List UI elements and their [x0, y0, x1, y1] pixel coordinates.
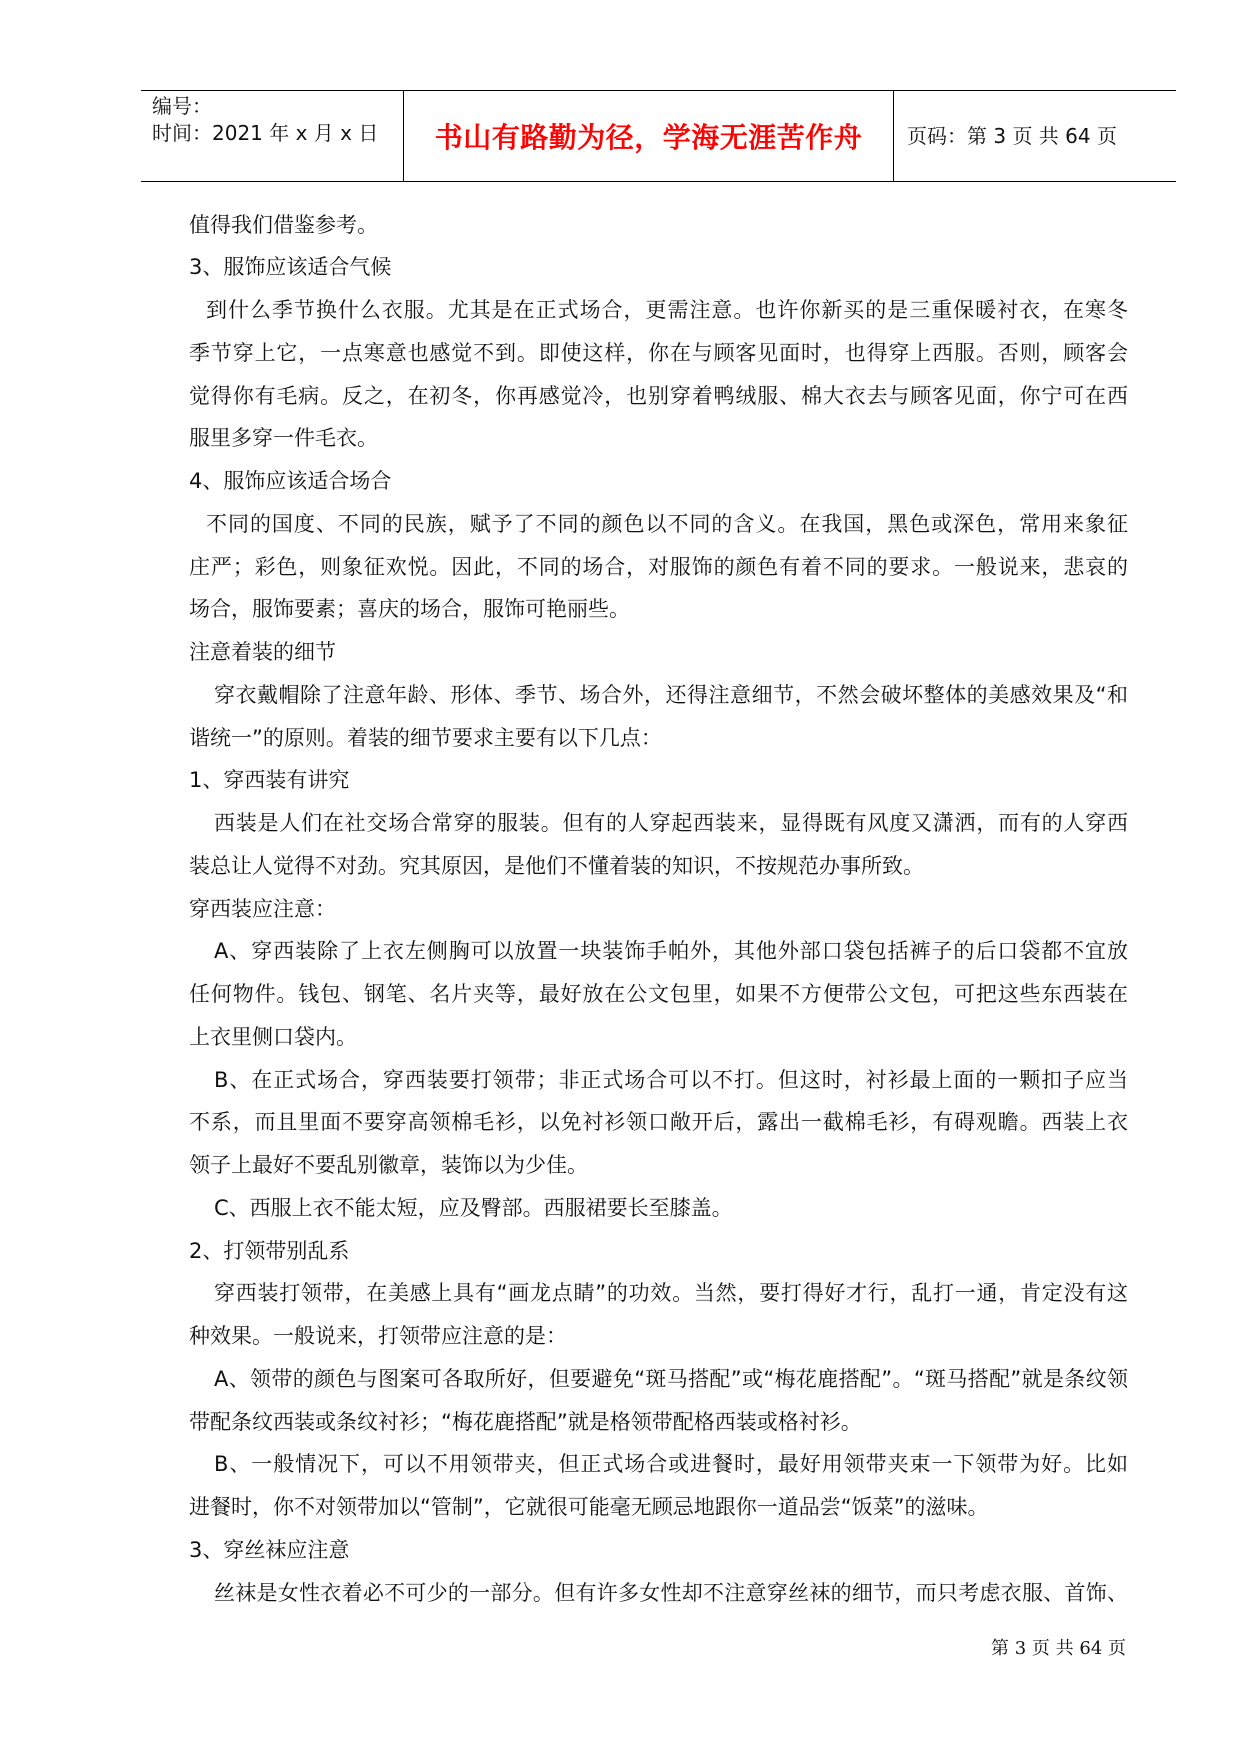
paragraph-line: 谐统一”的原则。着装的细节要求主要有以下几点：: [189, 725, 662, 750]
paragraph-line: 领子上最好不要乱别徽章，装饰以为少佳。: [189, 1153, 588, 1178]
page-header: [141, 90, 1176, 182]
document-body: [189, 204, 1128, 1615]
section-heading: 1、穿西装有讲究: [189, 768, 350, 793]
header-motto-cell: [403, 91, 894, 181]
paragraph-line: 庄严；彩色，则象征欢悦。因此，不同的场合，对服饰的颜色有着不同的要求。一般说来，悲哀的: [189, 554, 1128, 579]
paragraph: [189, 1443, 1128, 1529]
section-heading: 穿西装应注意：: [189, 896, 336, 921]
date-line: 时间：2021 年 x 月 x 日: [152, 121, 379, 145]
paragraph: [189, 1358, 1128, 1444]
paragraph-line: 场合，服饰要素；喜庆的场合，服饰可艳丽些。: [189, 597, 630, 622]
section-heading: 3、服饰应该适合气候: [189, 255, 392, 280]
paragraph: [189, 1187, 1128, 1230]
paragraph-line: 到什么季节换什么衣服。尤其是在正式场合，更需注意。也许你新买的是三重保暖衬衣，在寒冬: [206, 298, 1128, 323]
paragraph-line: 丝袜是女性衣着必不可少的一部分。但有许多女性却不注意穿丝袜的细节，而只考虑衣服、首饰、: [214, 1580, 1128, 1605]
section-heading: 2、打领带别乱系: [189, 1238, 350, 1263]
section-heading: 注意着装的细节: [189, 640, 336, 665]
paragraph: [189, 1272, 1128, 1358]
paragraph-line: A、领带的颜色与图案可各取所好，但要避免“斑马搭配”或“梅花鹿搭配”。“斑马搭配”就是条纹领: [214, 1366, 1128, 1391]
paragraph: [189, 289, 1128, 460]
paragraph-line: 不系，而且里面不要穿高领棉毛衫，以免衬衫领口敞开后，露出一截棉毛衫，有碍观瞻。西装上衣: [189, 1110, 1128, 1135]
footer-page-number: 第 3 页 共 64 页: [991, 1638, 1126, 1659]
paragraph: [189, 802, 1128, 888]
header-page-info: 页码：第 3 页 共 64 页: [907, 124, 1117, 148]
paragraph-line: A、穿西装除了上衣左侧胸可以放置一块装饰手帕外，其他外部口袋包括裤子的后口袋都不宜放: [214, 939, 1128, 964]
paragraph-line: 装总让人觉得不对劲。究其原因，是他们不懂着装的知识，不按规范办事所致。: [189, 853, 924, 878]
paragraph-line: B、一般情况下，可以不用领带夹，但正式场合或进餐时，最好用领带夹束一下领带为好。比如: [214, 1452, 1128, 1477]
paragraph: [189, 674, 1128, 760]
paragraph-line: 种效果。一般说来，打领带应注意的是：: [189, 1324, 567, 1349]
paragraph-line: 服里多穿一件毛衣。: [189, 426, 378, 451]
paragraph-line: 觉得你有毛病。反之，在初冬，你再感觉冷，也别穿着鸭绒服、棉大衣去与顾客见面，你宁可在西: [189, 383, 1128, 408]
section-heading: 4、服饰应该适合场合: [189, 469, 392, 494]
header-meta-cell: [141, 91, 403, 181]
paragraph-line: B、在正式场合，穿西装要打领带；非正式场合可以不打。但这时，衬衫最上面的一颗扣子应当: [214, 1067, 1128, 1092]
paragraph: [189, 1059, 1128, 1187]
paragraph: [189, 503, 1128, 631]
header-page-cell: [894, 91, 1176, 181]
paragraph: [189, 204, 1128, 247]
paragraph-line: 进餐时，你不对领带加以“管制”，它就很可能毫无顾忌地跟你一道品尝“饭菜”的滋味。: [189, 1495, 989, 1520]
paragraph-line: 季节穿上它，一点寒意也感觉不到。即使这样，你在与顾客见面时，也得穿上西服。否则，顾客会: [189, 340, 1128, 365]
paragraph-line: C、西服上衣不能太短，应及臀部。西服裙要长至膝盖。: [214, 1195, 733, 1220]
paragraph-line: 任何物件。钱包、钢笔、名片夹等，最好放在公文包里，如果不方便带公文包，可把这些东西装在: [189, 982, 1128, 1007]
paragraph-line: 西装是人们在社交场合常穿的服装。但有的人穿起西装来，显得既有风度又潇洒，而有的人穿西: [214, 811, 1128, 836]
paragraph-line: 穿衣戴帽除了注意年龄、形体、季节、场合外，还得注意细节，不然会破坏整体的美感效果及“和: [214, 682, 1128, 707]
paragraph-line: 不同的国度、不同的民族，赋予了不同的颜色以不同的含义。在我国，黑色或深色，常用来象征: [206, 511, 1128, 536]
serial-number-label: 编号：: [152, 94, 212, 118]
motto-title: 书山有路勤为径，学海无涯苦作舟: [434, 121, 863, 154]
paragraph-line: 带配条纹西装或条纹衬衫；“梅花鹿搭配”就是格领带配格西装或格衬衫。: [189, 1409, 862, 1434]
paragraph: [189, 1572, 1128, 1615]
paragraph-line: 值得我们借鉴参考。: [189, 212, 378, 237]
section-heading: 3、穿丝袜应注意: [189, 1537, 350, 1562]
paragraph-line: 穿西装打领带，在美感上具有“画龙点睛”的功效。当然，要打得好才行，乱打一通，肯定没有这: [214, 1281, 1128, 1306]
paragraph-line: 上衣里侧口袋内。: [189, 1024, 357, 1049]
paragraph: [189, 930, 1128, 1058]
